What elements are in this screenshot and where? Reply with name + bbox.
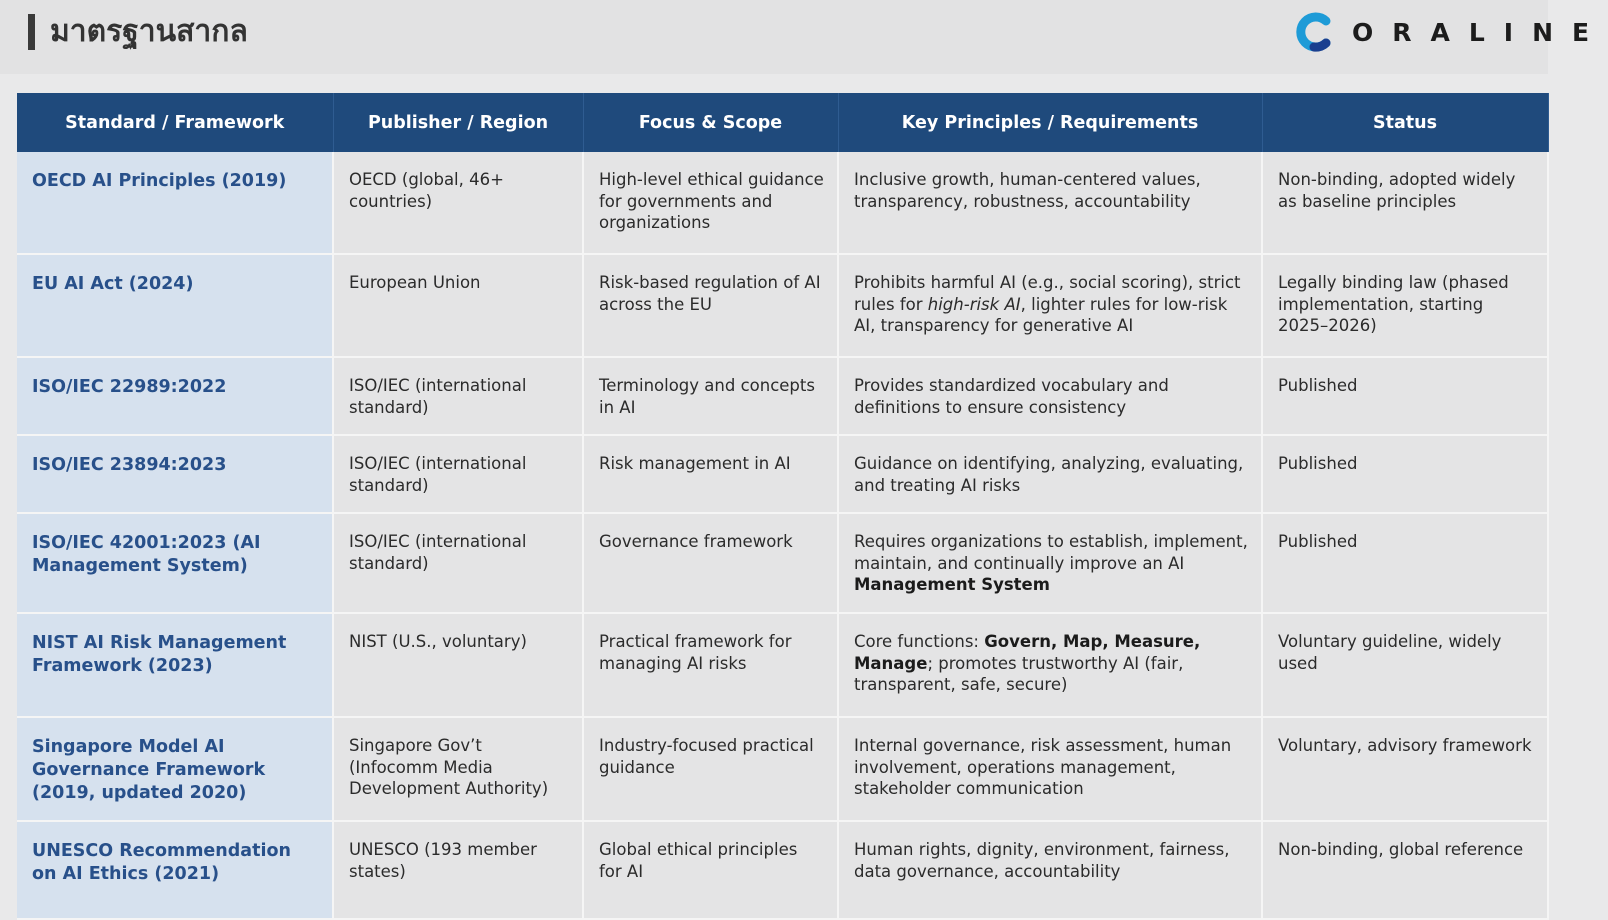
principles-emphasis: Management System xyxy=(854,575,1050,594)
table-row xyxy=(17,613,1548,717)
coraline-c-logo-icon xyxy=(1294,12,1334,52)
principles-text: , lighter rules for low-risk AI, transparency for generative AI xyxy=(854,294,1228,335)
table-header-row xyxy=(17,93,1548,152)
status-cell: Voluntary, advisory framework xyxy=(1262,717,1548,821)
focus-cell: Industry-focused practical guidance xyxy=(583,717,838,821)
column-header-principles: Key Principles / Requirements xyxy=(838,93,1262,152)
slide-title: มาตรฐานสากล xyxy=(50,14,248,49)
principles-cell: Guidance on identifying, analyzing, evaluating, and treating AI risks xyxy=(838,435,1262,513)
principles-emphasis: high-risk AI xyxy=(927,294,1021,314)
publisher-cell: NIST (U.S., voluntary) xyxy=(333,613,583,717)
publisher-cell: ISO/IEC (international standard) xyxy=(333,435,583,513)
principles-text: Prohibits harmful AI (e.g., social scoring), strict rules for xyxy=(854,273,1241,314)
table-row xyxy=(17,513,1548,613)
focus-cell: Risk-based regulation of AI across the EU xyxy=(583,254,838,357)
focus-cell: Practical framework for managing AI risks xyxy=(583,613,838,717)
slide-header xyxy=(0,0,1608,74)
focus-cell: Governance framework xyxy=(583,513,838,613)
brand-name: ORALINE xyxy=(1352,18,1608,47)
status-cell: Published xyxy=(1262,513,1548,613)
status-cell: Published xyxy=(1262,357,1548,435)
status-cell: Voluntary guideline, widely used xyxy=(1262,613,1548,717)
status-cell: Legally binding law (phased implementation, starting 2025–2026) xyxy=(1262,254,1548,357)
table-row xyxy=(17,435,1548,513)
focus-cell: Global ethical principles for AI xyxy=(583,821,838,919)
principles-cell xyxy=(838,254,1262,357)
standard-name: UNESCO Recommendation on AI Ethics (2021) xyxy=(17,821,333,919)
column-header-focus: Focus & Scope xyxy=(583,93,838,152)
table-row xyxy=(17,254,1548,357)
focus-cell: Terminology and concepts in AI xyxy=(583,357,838,435)
standard-name: ISO/IEC 42001:2023 (AI Management System) xyxy=(17,513,333,613)
principles-emphasis: Govern, Map, Measure, Manage xyxy=(854,632,1201,673)
publisher-cell: OECD (global, 46+ countries) xyxy=(333,152,583,254)
publisher-cell: ISO/IEC (international standard) xyxy=(333,357,583,435)
status-cell: Published xyxy=(1262,435,1548,513)
principles-cell: Inclusive growth, human-centered values, transparency, robustness, accountability xyxy=(838,152,1262,254)
publisher-cell: European Union xyxy=(333,254,583,357)
table-row xyxy=(17,821,1548,919)
table-row xyxy=(17,152,1548,254)
principles-text: Core functions: xyxy=(854,632,985,651)
column-header-status: Status xyxy=(1262,93,1548,152)
principles-cell xyxy=(838,613,1262,717)
principles-cell xyxy=(838,513,1262,613)
standard-name: NIST AI Risk Management Framework (2023) xyxy=(17,613,333,717)
standard-name: OECD AI Principles (2019) xyxy=(17,152,333,254)
status-cell: Non-binding, adopted widely as baseline principles xyxy=(1262,152,1548,254)
principles-cell: Provides standardized vocabulary and definitions to ensure consistency xyxy=(838,357,1262,435)
standards-table xyxy=(17,93,1549,920)
principles-cell: Internal governance, risk assessment, human involvement, operations management, stakeholder communication xyxy=(838,717,1262,821)
focus-cell: Risk management in AI xyxy=(583,435,838,513)
title-accent-bar xyxy=(28,14,35,50)
standard-name: ISO/IEC 23894:2023 xyxy=(17,435,333,513)
column-header-standard: Standard / Framework xyxy=(17,93,333,152)
standards-table-container xyxy=(17,93,1548,884)
column-header-publisher: Publisher / Region xyxy=(333,93,583,152)
standard-name: ISO/IEC 22989:2022 xyxy=(17,357,333,435)
table-row xyxy=(17,357,1548,435)
principles-cell: Human rights, dignity, environment, fairness, data governance, accountability xyxy=(838,821,1262,919)
status-cell: Non-binding, global reference xyxy=(1262,821,1548,919)
table-row xyxy=(17,717,1548,821)
focus-cell: High-level ethical guidance for governments and organizations xyxy=(583,152,838,254)
publisher-cell: Singapore Gov’t (Infocomm Media Development Authority) xyxy=(333,717,583,821)
principles-text: ; promotes trustworthy AI (fair, transparent, safe, secure) xyxy=(854,653,1184,694)
publisher-cell: ISO/IEC (international standard) xyxy=(333,513,583,613)
principles-text: Requires organizations to establish, implement, maintain, and continually improve an AI xyxy=(854,532,1248,573)
standard-name: Singapore Model AI Governance Framework (2019, updated 2020) xyxy=(17,717,333,821)
publisher-cell: UNESCO (193 member states) xyxy=(333,821,583,919)
standard-name: EU AI Act (2024) xyxy=(17,254,333,357)
